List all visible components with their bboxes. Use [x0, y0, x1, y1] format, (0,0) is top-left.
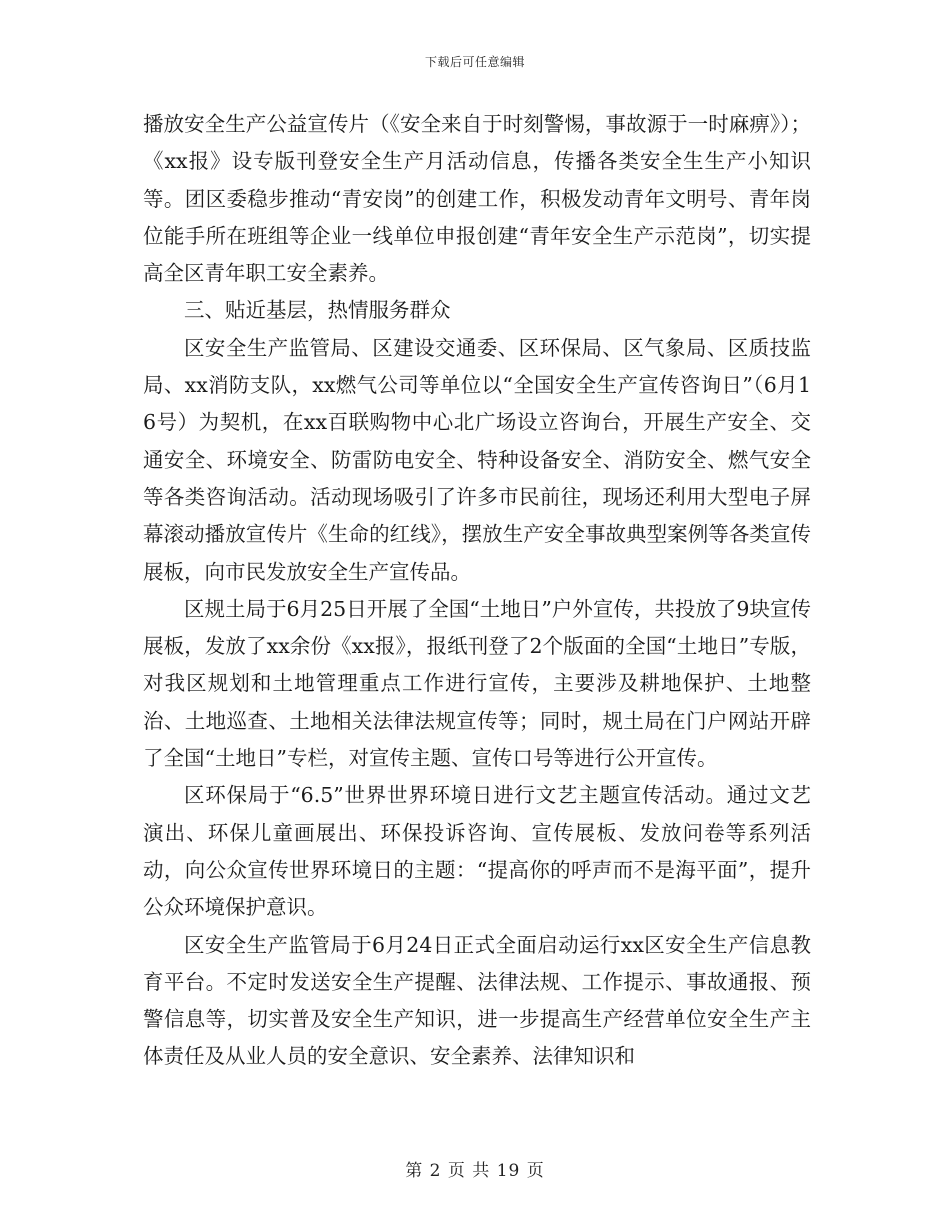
paragraph: 区安全生产监管局于6月24日正式全面启动运行xx区安全生产信息教育平台。不定时发送安全生产提醒、法律法规、工作提示、事故通报、预警信息等，切实普及安全生产知识，进一步提高生产经营单位安全生产主体责任及从业人员的安全意识、安全素养、法律知识和 [143, 932, 811, 1069]
paragraph: 区环保局于“6.5”世界世界环境日进行文艺主题宣传活动。通过文艺演出、环保儿童画展出、环保投诉咨询、宣传展板、发放问卷等系列活动，向公众宣传世界环境日的主题：“提高你的呼声而不是海平面”，提升公众环境保护意识。 [143, 783, 811, 920]
document-body [143, 106, 811, 1076]
section-heading: 三、贴近基层，热情服务群众 [184, 298, 451, 323]
page-header: 下载后可任意编辑 [424, 55, 525, 69]
paragraph: 区安全生产监管局、区建设交通委、区环保局、区气象局、区质技监局、xx消防支队，xx燃气公司等单位以“全国安全生产宣传咨询日”（6月16号）为契机，在xx百联购物中心北广场设立咨询台，开展生产安全、交通安全、环境安全、防雷防电安全、特种设备安全、消防安全、燃气安全等各类咨询活动。活动现场吸引了许多市民前往，现场还利用大型电子屏幕滚动播放宣传片《生命的红线》，摆放生产安全事故典型案例等各类宣传展板，向市民发放安全生产宣传品。 [143, 335, 811, 584]
page-footer: 第 2 页 共 19 页 [405, 1161, 545, 1181]
paragraph-continued: 播放安全生产公益宣传片（《安全来自于时刻警惕，事故源于一时麻痹》）；《xx报》设专版刊登安全生产月活动信息，传播各类安全生生产小知识等。团区委稳步推动“青安岗”的创建工作，积极发动青年文明号、青年岗位能手所在班组等企业一线单位申报创建“青年安全生产示范岗”，切实提高全区青年职工安全素养。 [143, 112, 811, 286]
paragraph: 区规土局于6月25日开展了全国“土地日”户外宣传，共投放了9块宣传展板，发放了xx余份《xx报》，报纸刊登了2个版面的全国“土地日”专版，对我区规划和土地管理重点工作进行宣传，主要涉及耕地保护、土地整治、土地巡查、土地相关法律法规宣传等；同时，规土局在门户网站开辟了全国“土地日”专栏，对宣传主题、宣传口号等进行公开宣传。 [143, 596, 811, 771]
